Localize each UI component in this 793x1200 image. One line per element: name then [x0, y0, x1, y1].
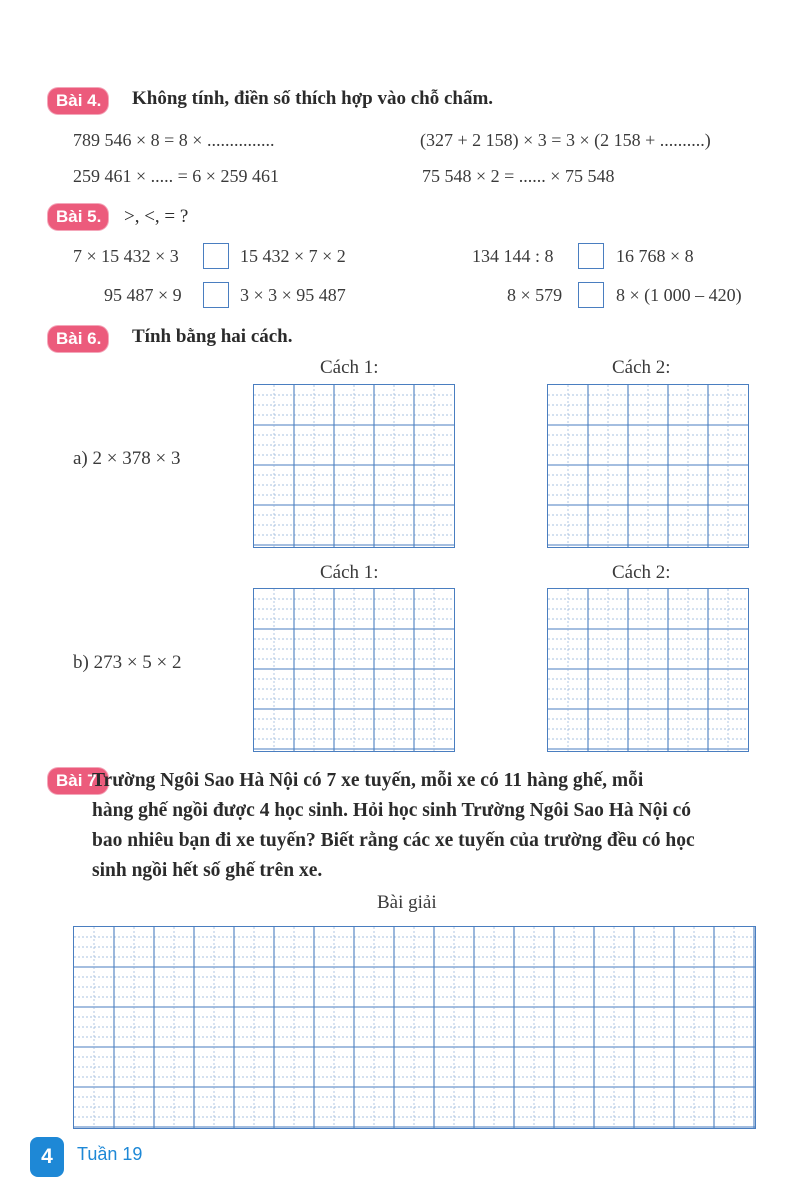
method-2-label-a: Cách 2: — [612, 357, 671, 378]
solution-heading: Bài giải — [377, 892, 437, 913]
exercise-4-badge: Bài 4. — [48, 88, 108, 114]
compare-right-3: 3 × 3 × 95 487 — [240, 285, 346, 305]
problem-line-1: Trường Ngôi Sao Hà Nội có 7 xe tuyến, mỗi xe có 11 hàng ghế, mỗi — [92, 770, 644, 791]
week-label: Tuần 19 — [77, 1144, 143, 1164]
part-a-expression: a) 2 × 378 × 3 — [73, 448, 181, 469]
problem-line-4: sinh ngồi hết số ghế trên xe. — [92, 860, 323, 881]
method-2-label-b: Cách 2: — [612, 562, 671, 583]
compare-left-1: 7 × 15 432 × 3 — [73, 246, 179, 266]
compare-box-3[interactable] — [203, 282, 229, 308]
exercise-7-problem — [92, 766, 762, 886]
grid-a-method-2[interactable] — [547, 384, 749, 548]
problem-line-2: hàng ghế ngồi được 4 học sinh. Hỏi học sinh Trường Ngôi Sao Hà Nội có — [92, 800, 692, 821]
compare-right-2: 16 768 × 8 — [616, 246, 694, 266]
compare-left-3: 95 487 × 9 — [104, 285, 182, 305]
grid-b-method-1[interactable] — [253, 588, 455, 752]
grid-lines — [254, 385, 454, 547]
compare-right-4: 8 × (1 000 – 420) — [616, 285, 742, 305]
compare-box-1[interactable] — [203, 243, 229, 269]
part-b-expression: b) 273 × 5 × 2 — [73, 652, 182, 673]
exercise-5-title: >, <, = ? — [124, 206, 189, 227]
exercise-5-badge: Bài 5. — [48, 204, 108, 230]
compare-left-4: 8 × 579 — [507, 285, 563, 305]
page-number: 4 — [30, 1137, 64, 1177]
grid-lines — [548, 385, 748, 547]
exercise-4-item-2: (327 + 2 158) × 3 = 3 × (2 158 + ..........) — [420, 130, 711, 150]
method-1-label-a: Cách 1: — [320, 357, 379, 378]
exercise-6-title: Tính bằng hai cách. — [132, 326, 293, 347]
exercise-4-item-3: 259 461 × ..... = 6 × 259 461 — [73, 166, 279, 186]
exercise-4-title: Không tính, điền số thích hợp vào chỗ chấm. — [132, 88, 494, 109]
method-1-label-b: Cách 1: — [320, 562, 379, 583]
grid-b-method-2[interactable] — [547, 588, 749, 752]
solution-grid[interactable] — [73, 926, 756, 1129]
exercise-7-badge: Bài 7. — [48, 768, 108, 794]
grid-a-method-1[interactable] — [253, 384, 455, 548]
exercise-6-badge: Bài 6. — [48, 326, 108, 352]
compare-box-4[interactable] — [578, 282, 604, 308]
problem-line-3: bao nhiêu bạn đi xe tuyến? Biết rằng các xe tuyến của trường đều có học — [92, 830, 695, 851]
compare-right-1: 15 432 × 7 × 2 — [240, 246, 346, 266]
compare-box-2[interactable] — [578, 243, 604, 269]
grid-lines — [74, 927, 755, 1128]
compare-left-2: 134 144 : 8 — [472, 246, 554, 266]
exercise-4-item-1: 789 546 × 8 = 8 × ............... — [73, 130, 275, 150]
grid-lines — [548, 589, 748, 751]
grid-lines — [254, 589, 454, 751]
exercise-4-item-4: 75 548 × 2 = ...... × 75 548 — [422, 166, 615, 186]
